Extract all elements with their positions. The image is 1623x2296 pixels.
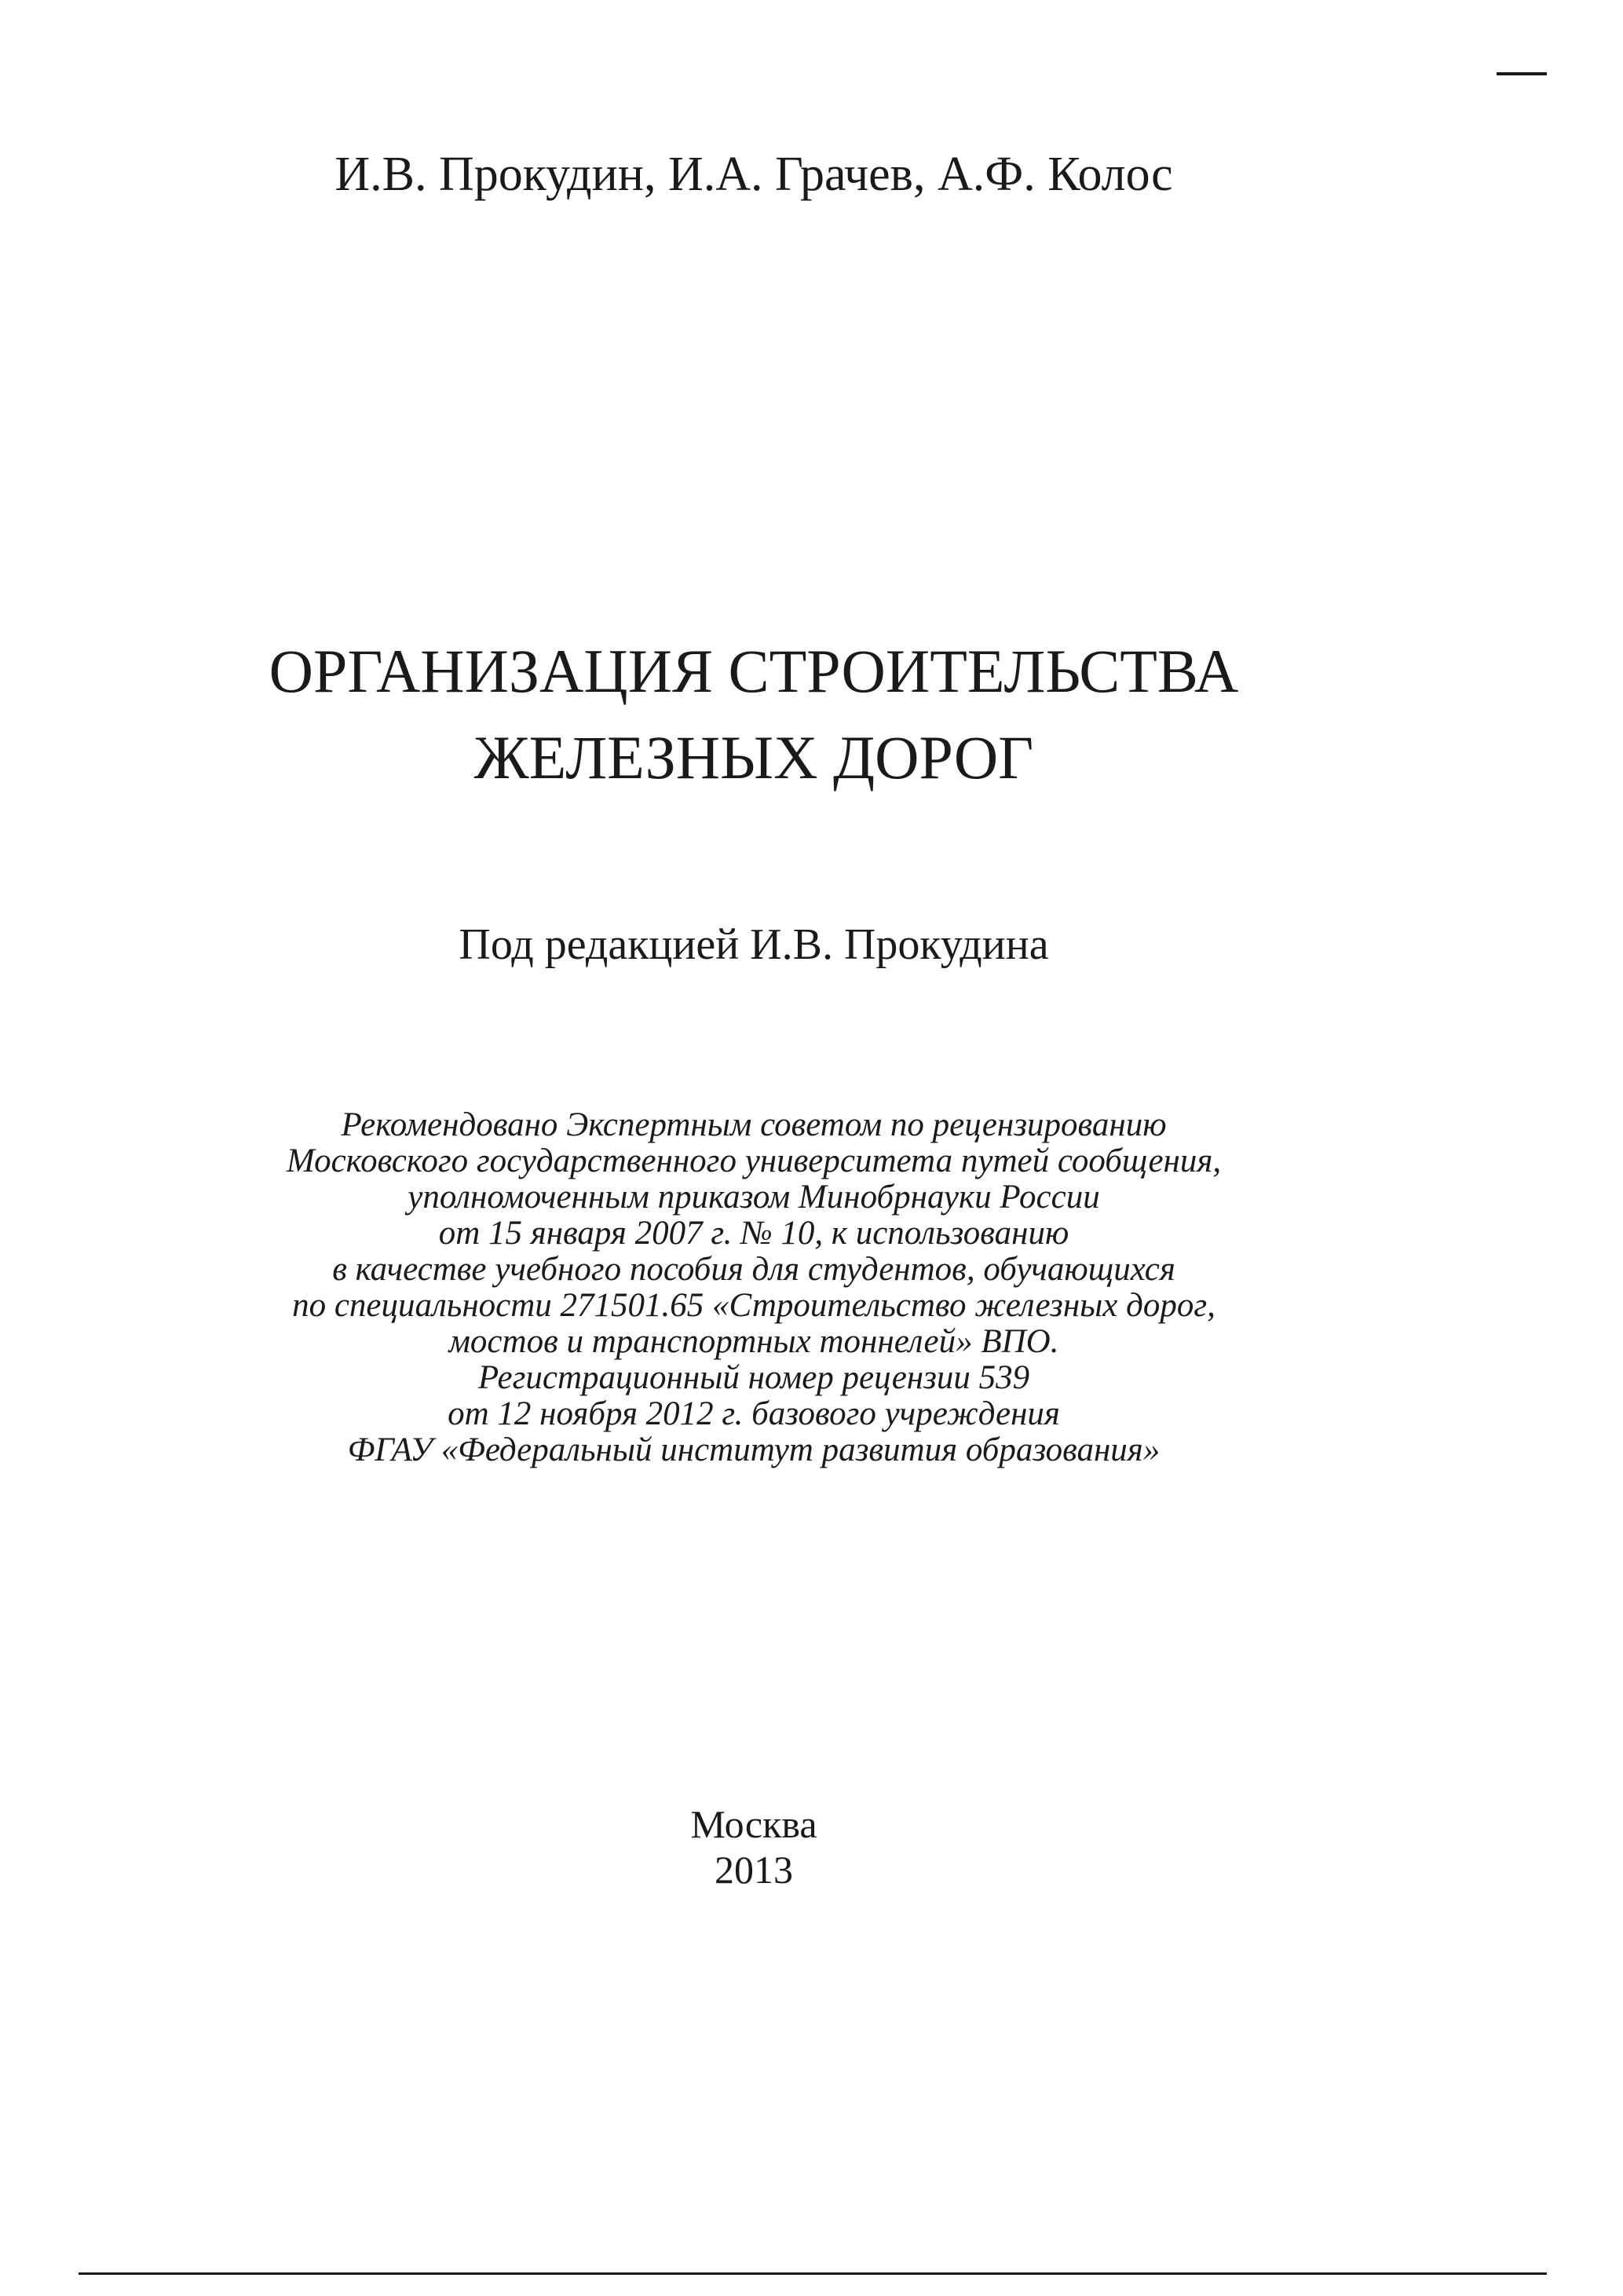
imprint (0, 1801, 1508, 1892)
recommendation-line: ФГАУ «Федеральный институт развития образования» (347, 1431, 1161, 1468)
imprint-city: Москва (690, 1802, 817, 1846)
top-edge-mark (1497, 72, 1547, 75)
bottom-rule (79, 2272, 1547, 2275)
book-title-line-1: ОРГАНИЗАЦИЯ СТРОИТЕЛЬСТВА (269, 637, 1239, 705)
recommendation-line: уполномоченным приказом Минобрнауки России (408, 1179, 1100, 1216)
authors: И.В. Прокудин, И.А. Грачев, А.Ф. Колос (334, 148, 1173, 201)
recommendation-line: Рекомендовано Экспертным советом по рецензированию (341, 1106, 1167, 1143)
editor-credit: Под редакцией И.В. Прокудина (459, 920, 1049, 969)
recommendation-line: по специальности 271501.65 «Строительство железных дорог, (292, 1287, 1215, 1324)
recommendation-line: от 12 ноября 2012 г. базового учреждения (448, 1395, 1060, 1432)
recommendation-line: Регистрационный номер рецензии 539 (477, 1359, 1030, 1396)
recommendation-block (0, 1107, 1508, 1468)
book-title-line-2: ЖЕЛЕЗНЫХ ДОРОГ (473, 723, 1034, 792)
imprint-year: 2013 (715, 1848, 793, 1892)
recommendation-line: от 15 января 2007 г. № 10, к использованию (438, 1215, 1069, 1252)
recommendation-line: Московского государственного университета путей сообщения, (286, 1143, 1222, 1179)
book-title (0, 628, 1508, 801)
recommendation-line: мостов и транспортных тоннелей» ВПО. (448, 1323, 1059, 1360)
recommendation-line: в качестве учебного пособия для студентов, обучающихся (332, 1251, 1175, 1288)
